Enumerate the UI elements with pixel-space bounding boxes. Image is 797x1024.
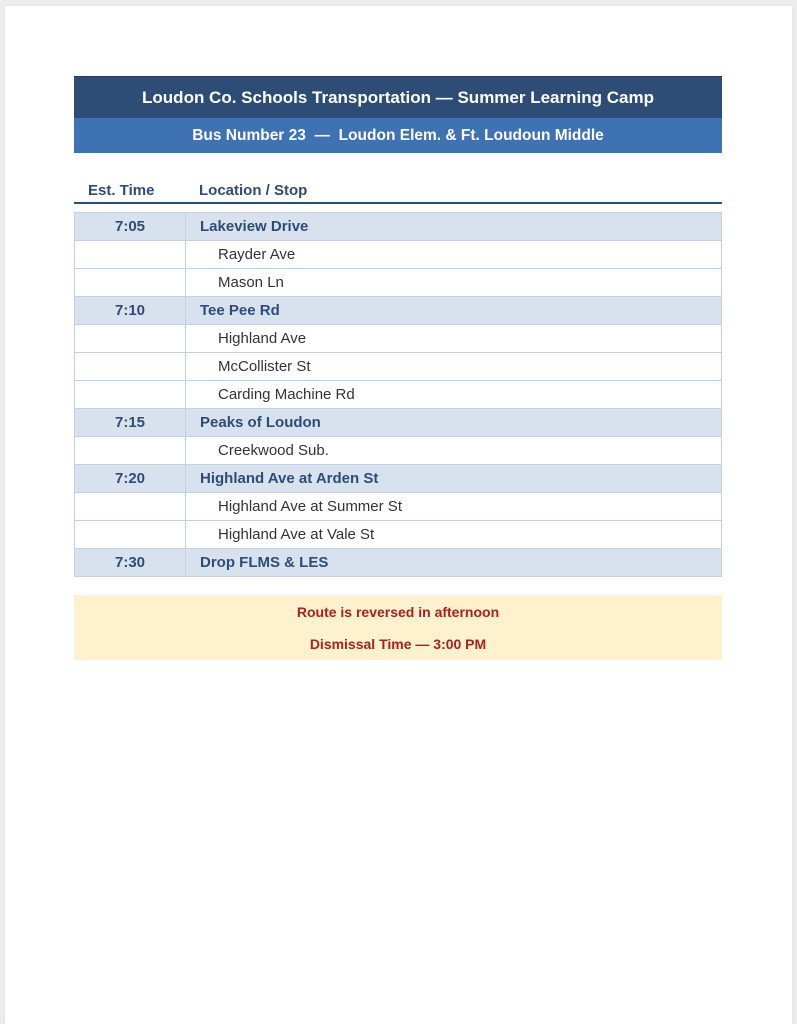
est-time-cell: 7:10 (75, 297, 186, 324)
timed-stop-row (75, 409, 721, 437)
schedule-content (74, 76, 722, 660)
est-time-cell (75, 353, 186, 380)
timed-stop-row (75, 465, 721, 493)
bus-subtitle: Bus Number 23 — Loudon Elem. & Ft. Loudoun Middle (74, 118, 722, 153)
stop-row (75, 353, 721, 381)
location-cell: Highland Ave at Arden St (200, 470, 379, 487)
est-time-cell (75, 381, 186, 408)
est-time-cell (75, 521, 186, 548)
location-cell: Highland Ave at Vale St (218, 526, 375, 543)
location-cell: Lakeview Drive (200, 218, 309, 235)
location-cell: Mason Ln (218, 274, 284, 291)
stop-row (75, 521, 721, 549)
stop-row (75, 325, 721, 353)
est-time-cell (75, 241, 186, 268)
location-cell: Rayder Ave (218, 246, 296, 263)
est-time-cell: 7:05 (75, 213, 186, 240)
schedule-title: Loudon Co. Schools Transportation — Summer Learning Camp (74, 76, 722, 118)
est-time-cell (75, 493, 186, 520)
dismissal-time-note: Dismissal Time — 3:00 PM (309, 635, 487, 652)
stop-row (75, 381, 721, 409)
est-time-cell: 7:15 (75, 409, 186, 436)
reversed-route-note: Route is reversed in afternoon (296, 603, 500, 620)
location-cell: Creekwood Sub. (218, 442, 329, 459)
est-time-cell (75, 269, 186, 296)
location-cell: Carding Machine Rd (218, 386, 355, 403)
timed-stop-row (75, 297, 721, 325)
route-note (74, 595, 722, 660)
document-page (5, 6, 792, 1024)
column-header (74, 153, 722, 204)
timed-stop-row (75, 213, 721, 241)
location-cell: Drop FLMS & LES (200, 554, 329, 571)
est-time-cell (75, 437, 186, 464)
stop-row (75, 437, 721, 465)
stop-row (75, 493, 721, 521)
est-time-cell (75, 325, 186, 352)
est-time-cell: 7:30 (75, 549, 186, 576)
location-cell: Highland Ave at Summer St (218, 498, 402, 515)
stop-row (75, 241, 721, 269)
location-cell: Highland Ave (218, 330, 307, 347)
location-cell: McCollister St (218, 358, 311, 375)
location-cell: Tee Pee Rd (200, 302, 280, 319)
est-time-cell: 7:20 (75, 465, 186, 492)
stops-table (74, 212, 722, 577)
timed-stop-row (75, 549, 721, 577)
stop-row (75, 269, 721, 297)
time-column-header: Est. Time (88, 182, 155, 199)
location-cell: Peaks of Loudon (200, 414, 321, 431)
location-column-header: Location / Stop (199, 182, 308, 199)
